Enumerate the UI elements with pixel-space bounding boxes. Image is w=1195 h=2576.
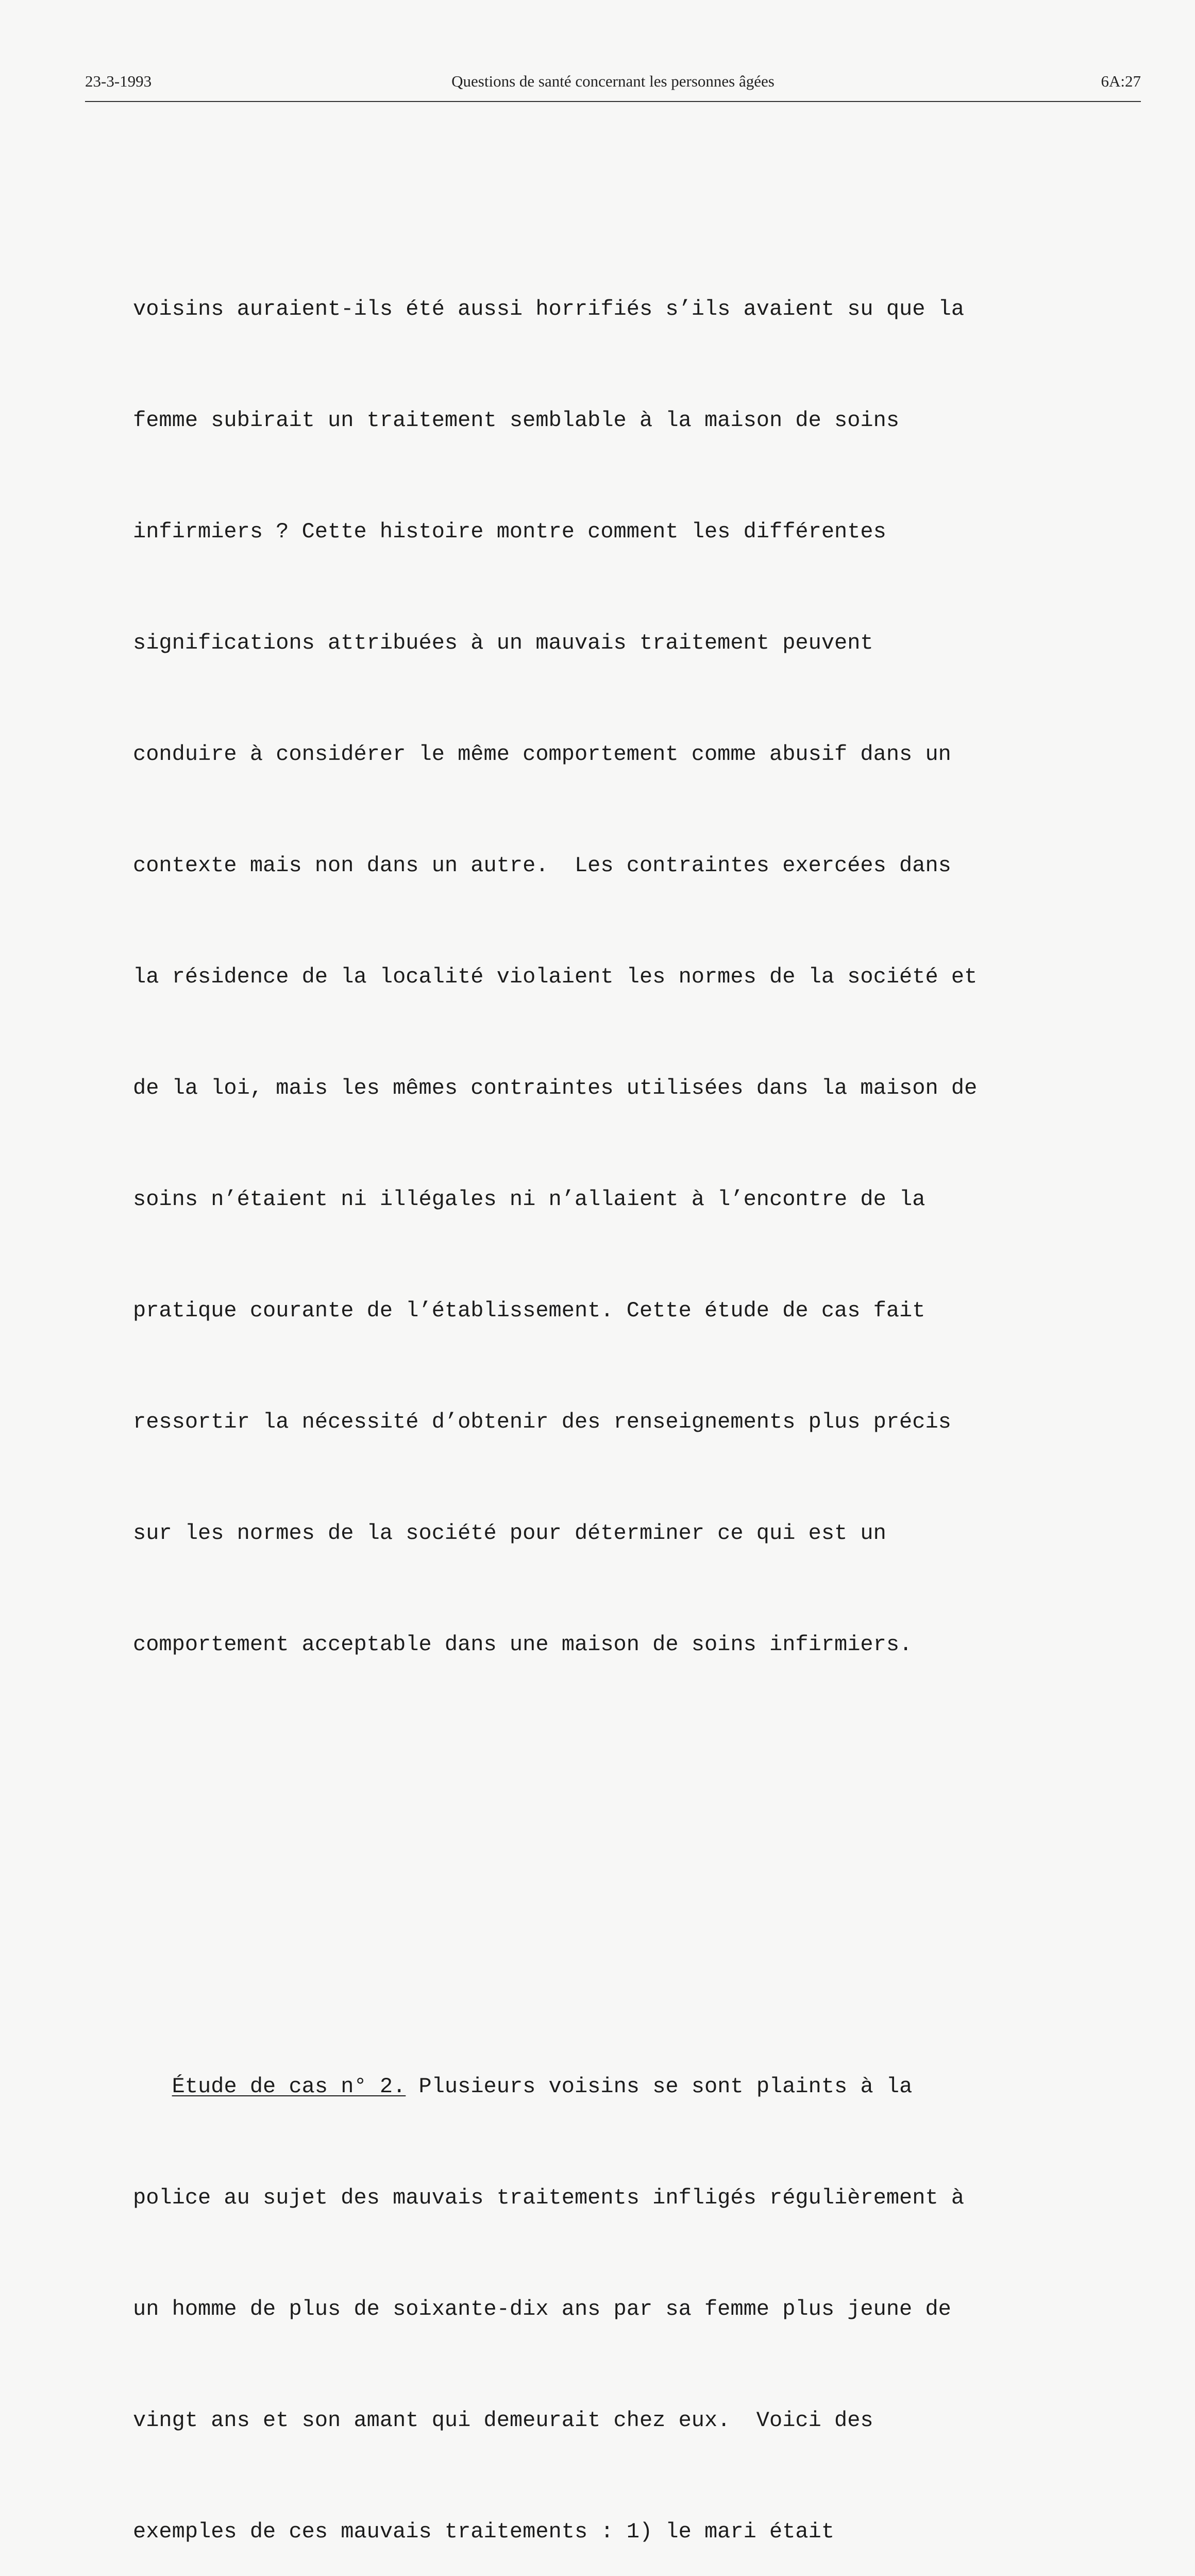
running-header <box>85 72 1141 102</box>
text-line: infirmiers ? Cette histoire montre comment les différentes <box>133 519 886 544</box>
text-line: comportement acceptable dans une maison de soins infirmiers. <box>133 1632 913 1657</box>
case-study-heading: Étude de cas n° 2. <box>172 2074 406 2099</box>
paragraph-indent <box>133 2074 172 2099</box>
text-segment: Plusieurs voisins se sont plaints à la <box>406 2074 913 2099</box>
text-line: voisins auraient-ils été aussi horrifiés s’ils avaient su que la <box>133 297 965 321</box>
text-line <box>133 2068 1112 2105</box>
text-line: la résidence de la localité violaient les normes de la société et <box>133 964 978 989</box>
text-line: pratique courante de l’établissement. Cette étude de cas fait <box>133 1298 925 1323</box>
text-line: conduire à considérer le même comportement comme abusif dans un <box>133 742 951 767</box>
text-line: soins n’étaient ni illégales ni n’allaient à l’encontre de la <box>133 1187 925 1212</box>
text-line: sur les normes de la société pour déterminer ce qui est un <box>133 1521 886 1546</box>
text-line: de la loi, mais les mêmes contraintes utilisées dans la maison de <box>133 1076 978 1100</box>
text-line: ressortir la nécessité d’obtenir des renseignements plus précis <box>133 1410 951 1434</box>
paragraph-1 <box>133 216 1112 1737</box>
text-line: vingt ans et son amant qui demeurait chez eux. Voici des <box>133 2408 873 2433</box>
text-line: exemples de ces mauvais traitements : 1) le mari était <box>133 2519 835 2544</box>
header-date: 23-3-1993 <box>85 72 152 90</box>
header-title: Questions de santé concernant les personnes âgées <box>451 72 775 90</box>
text-line: significations attribuées à un mauvais traitement peuvent <box>133 631 873 655</box>
paragraph-gap <box>133 1849 1112 1883</box>
paragraph-2 <box>133 1994 1112 2576</box>
text-line: contexte mais non dans un autre. Les contraintes exercées dans <box>133 853 951 878</box>
document-body <box>133 142 1112 2576</box>
text-line: un homme de plus de soixante-dix ans par sa femme plus jeune de <box>133 2297 951 2321</box>
text-line: police au sujet des mauvais traitements infligés régulièrement à <box>133 2185 965 2210</box>
header-page-number: 6A:27 <box>1101 72 1141 90</box>
text-line: femme subirait un traitement semblable à la maison de soins <box>133 408 900 433</box>
